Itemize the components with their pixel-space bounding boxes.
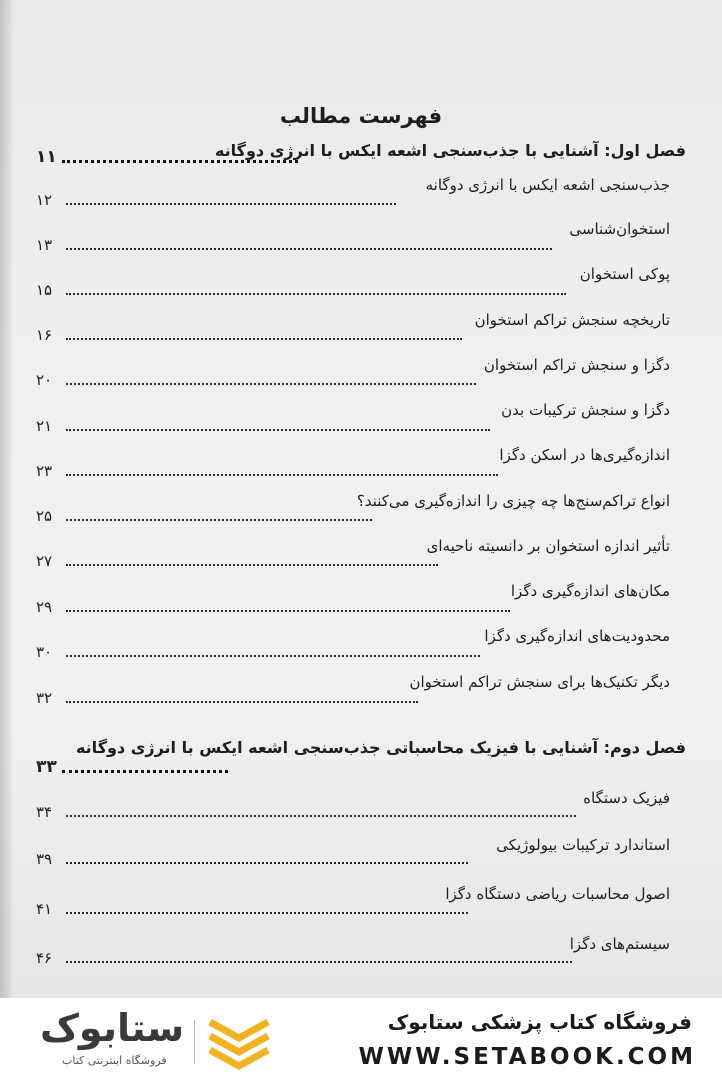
chapter-2-heading: فصل دوم: آشنایی با فیزیک محاسباتی جذب‌سنجی اشعه ایکس با انرژی دوگانه	[75, 738, 686, 757]
toc-entry-page: ۱۶	[36, 326, 53, 344]
toc-entry: استخوان‌شناسی	[569, 220, 670, 238]
chapter-2-leader	[62, 770, 228, 773]
toc-entry-page: ۲۹	[36, 598, 53, 616]
toc-entry: فیزیک دستگاه	[583, 789, 670, 807]
toc-entry-page: ۲۷	[36, 552, 53, 570]
shop-url[interactable]: WWW.SETABOOK.COM	[358, 1044, 696, 1070]
toc-leader	[66, 383, 476, 385]
toc-entry: اندازه‌گیری‌ها در اسکن دگزا	[499, 446, 670, 464]
toc-leader	[66, 655, 480, 657]
toc-leader	[66, 203, 396, 205]
toc-entry-page: ۱۳	[36, 236, 53, 254]
toc-entry: استاندارد ترکیبات بیولوژیکی	[496, 836, 670, 854]
toc-leader	[66, 338, 462, 340]
toc-leader	[66, 519, 372, 521]
toc-leader	[66, 293, 566, 295]
toc-entry-page: ۲۰	[36, 371, 53, 389]
toc-entry-page: ۳۹	[36, 850, 53, 868]
toc-entry: تاریخچه سنجش تراکم استخوان	[474, 311, 670, 329]
toc-entry-page: ۲۳	[36, 462, 53, 480]
logo-text: ستابوک	[40, 1006, 185, 1050]
toc-entry-page: ۱۲	[36, 191, 53, 209]
toc-leader	[66, 862, 468, 864]
page-edge-shadow	[0, 0, 14, 998]
toc-entry: محدودیت‌های اندازه‌گیری دگزا	[484, 627, 670, 645]
footer-banner	[0, 998, 722, 1080]
toc-entry: تأثیر اندازه استخوان بر دانسیته ناحیه‌ای	[426, 537, 670, 555]
toc-entry-page: ۴۱	[36, 900, 53, 918]
setabook-logo-icon	[206, 1012, 272, 1070]
toc-leader	[66, 815, 576, 817]
toc-entry: اصول محاسبات ریاضی دستگاه دگزا	[445, 885, 670, 903]
toc-entry: دیگر تکنیک‌ها برای سنجش تراکم استخوان	[409, 673, 670, 691]
toc-entry-page: ۴۶	[36, 949, 53, 967]
chapter-1-leader	[62, 160, 298, 163]
toc-entry-page: ۳۴	[36, 803, 53, 821]
chapter-2-page: ۳۳	[36, 757, 57, 777]
toc-leader	[66, 564, 438, 566]
toc-entry: پوکی استخوان	[579, 265, 670, 283]
toc-entry: جذب‌سنجی اشعه ایکس با انرژی دوگانه	[425, 176, 670, 194]
logo-subtitle: فروشگاه اینترنتی کتاب	[62, 1054, 167, 1067]
toc-leader	[66, 474, 498, 476]
chapter-1-page: ۱۱	[36, 147, 57, 167]
logo-divider	[194, 1020, 195, 1064]
toc-leader	[66, 610, 510, 612]
toc-leader	[66, 429, 490, 431]
shop-name: فروشگاه کتاب پزشکی ستابوک	[387, 1010, 692, 1034]
toc-entry: مکان‌های اندازه‌گیری دگزا	[510, 582, 670, 600]
toc-entry: دگزا و سنجش ترکیبات بدن	[501, 401, 670, 419]
toc-entry: انواع تراکم‌سنج‌ها چه چیزی را اندازه‌گیری می‌کنند؟	[356, 492, 670, 510]
toc-entry: سیستم‌های دگزا	[569, 935, 670, 953]
toc-leader	[66, 961, 572, 963]
toc-entry-page: ۲۱	[36, 417, 53, 435]
chapter-1-heading: فصل اول: آشنایی با جذب‌سنجی اشعه ایکس با انرژی دوگانه	[214, 141, 686, 160]
toc-entry-page: ۳۰	[36, 643, 53, 661]
toc-leader	[66, 248, 552, 250]
toc-entry-page: ۳۲	[36, 689, 53, 707]
toc-leader	[66, 912, 468, 914]
toc-entry-page: ۱۵	[36, 281, 53, 299]
toc-entry: دگزا و سنجش تراکم استخوان	[483, 356, 670, 374]
toc-leader	[66, 701, 418, 703]
toc-title: فهرست مطالب	[279, 104, 443, 128]
toc-entry-page: ۲۵	[36, 507, 53, 525]
